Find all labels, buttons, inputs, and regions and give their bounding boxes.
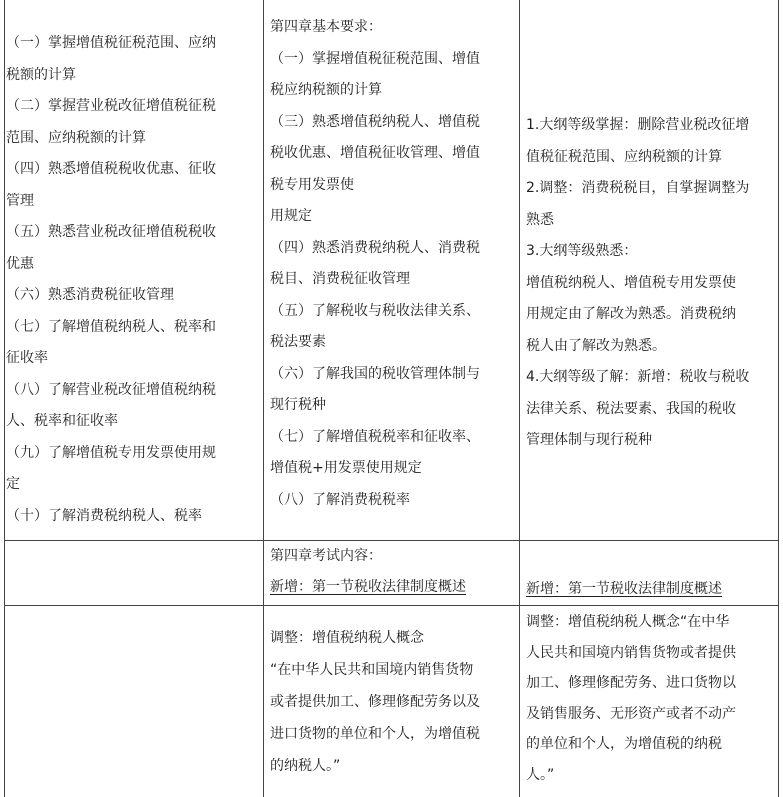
text-line: 人。” xyxy=(526,766,555,783)
text-line: 加工、修理修配劳务、进口货物以 xyxy=(526,675,736,691)
text-line: 用规定由了解改为熟悉。消费税纳 xyxy=(526,306,736,322)
text-line: （一）掌握增值税征税范围、增值 xyxy=(270,50,480,67)
text-line: 管理 xyxy=(6,192,34,209)
text-line: 的纳税人。” xyxy=(270,758,341,774)
text-line: （二）掌握营业税改征增值税征税 xyxy=(6,98,216,114)
row2-col3-cell xyxy=(520,574,783,605)
text-line: 征收率 xyxy=(6,350,48,366)
text-line: 或者提供加工、修理修配劳务以及 xyxy=(270,694,480,710)
text-line: 税目、消费税征收管理 xyxy=(270,271,410,287)
text-line: 现行税种 xyxy=(270,397,326,413)
row2-col2-cell xyxy=(264,541,520,603)
text-line: （五）了解税收与税收法律关系、 xyxy=(270,302,480,319)
text-line: （七）了解增值税纳税人、税率和 xyxy=(6,318,216,335)
text-line: 增值税+用发票使用规定 xyxy=(270,460,422,476)
text-line: 范围、应纳税额的计算 xyxy=(6,129,146,146)
text-line: 优惠 xyxy=(6,255,34,272)
text-line: （七）了解增值税税率和征收率、 xyxy=(270,428,480,445)
text-line: 3.大纲等级熟悉： xyxy=(526,243,638,259)
text-line: 法律关系、税法要素、我国的税收 xyxy=(526,400,736,417)
text-line: 税应纳税额的计算 xyxy=(270,82,382,98)
text-line: 增值税纳税人、增值税专用发票使 xyxy=(526,274,736,291)
exam-content-title: 第四章考试内容： xyxy=(270,548,382,564)
text-line: （十）了解消费税纳税人、税率 xyxy=(6,507,202,524)
text-line: （六）了解我国的税收管理体制与 xyxy=(270,365,480,382)
text-line: 税收优惠、增值税征收管理、增值 xyxy=(270,145,480,161)
text-line: （五）熟悉营业税改征增值税税收 xyxy=(6,224,216,240)
text-line: 定 xyxy=(6,476,20,492)
text-line: 1.大纲等级掌握：删除营业税改征增 xyxy=(526,117,750,133)
row-divider-2 xyxy=(4,605,779,606)
text-line: 进口货物的单位和个人，为增值税 xyxy=(270,726,480,742)
row3-col3-cell xyxy=(520,607,783,790)
text-line: 调整：增值税纳税人概念“在中华 xyxy=(526,614,730,630)
text-line: （一）掌握增值税征税范围、应纳 xyxy=(6,35,216,51)
text-line: 税专用发票使 xyxy=(270,176,354,193)
text-line: 熟悉 xyxy=(526,211,554,228)
text-line: （四）熟悉增值税税收优惠、征收 xyxy=(6,161,216,177)
text-line: （三）熟悉增值税纳税人、增值税 xyxy=(270,113,480,130)
text-line: 第四章基本要求： xyxy=(270,19,382,35)
text-line: （九）了解增值税专用发票使用规 xyxy=(6,444,216,461)
row1-col3-cell xyxy=(520,110,783,457)
text-line: 税人由了解改为熟悉。 xyxy=(526,337,666,354)
text-line: （六）熟悉消费税征收管理 xyxy=(6,287,174,303)
text-line: （四）熟悉消费税纳税人、消费税 xyxy=(270,239,480,256)
text-line: 税额的计算 xyxy=(6,66,76,83)
text-line: 人民共和国境内销售货物或者提供 xyxy=(526,644,736,661)
new-section-text: 新增：第一节税收法律制度概述 xyxy=(270,579,466,595)
text-line: （八）了解消费税税率 xyxy=(270,491,410,508)
new-section-text: 新增：第一节税收法律制度概述 xyxy=(526,581,722,597)
text-line: 4.大纲等级了解：新增：税收与税收 xyxy=(526,369,750,385)
text-line: （八）了解营业税改征增值税纳税 xyxy=(6,381,216,398)
text-line: 税法要素 xyxy=(270,334,326,350)
row1-col1-cell xyxy=(0,28,264,532)
text-line: 值税征税范围、应纳税额的计算 xyxy=(526,148,722,165)
text-line: “在中华人民共和国境内销售货物 xyxy=(270,662,474,678)
text-line: 管理体制与现行税种 xyxy=(526,432,652,448)
text-line: 人、税率和征收率 xyxy=(6,413,118,429)
text-line: 的单位和个人，为增值税的纳税 xyxy=(526,736,722,752)
row1-col2-cell xyxy=(264,12,520,516)
text-line: 调整：增值税纳税人概念 xyxy=(270,630,424,646)
text-line: 用规定 xyxy=(270,208,312,224)
row3-col2-cell xyxy=(264,622,520,782)
text-line: 及销售服务、无形资产或者不动产 xyxy=(526,705,736,722)
text-line: 2.调整：消费税税目，自掌握调整为 xyxy=(526,180,750,196)
